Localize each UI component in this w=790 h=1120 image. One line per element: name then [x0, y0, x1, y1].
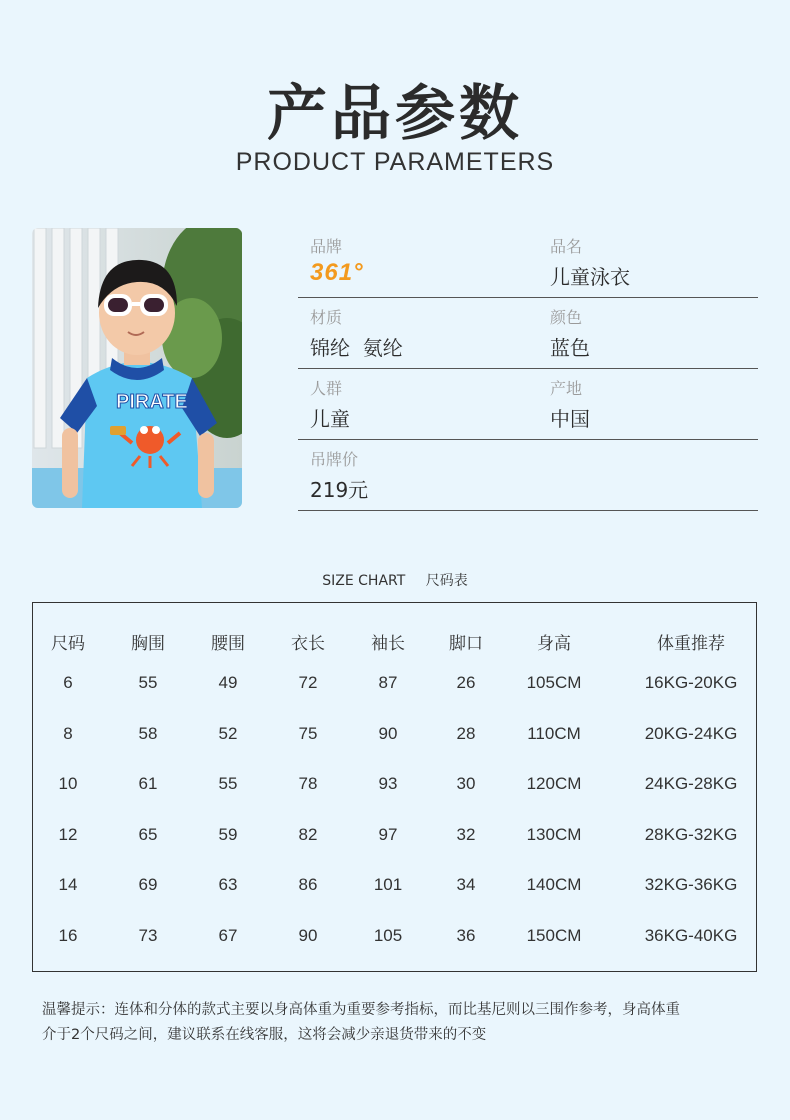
param-origin: [550, 370, 590, 432]
table-cell: 24KG-28KG: [644, 774, 738, 793]
product-parameters: [298, 228, 758, 512]
param-value: 中国: [550, 407, 590, 431]
table-row: [33, 673, 756, 703]
table-cell: 20KG-24KG: [644, 724, 738, 743]
table-header-cell: 体重推荐: [657, 634, 725, 654]
page-subtitle: PRODUCT PARAMETERS: [235, 148, 555, 176]
size-chart-caption: [0, 570, 790, 590]
table-cell: 86: [298, 875, 318, 894]
table-cell: 90: [298, 926, 318, 945]
param-label: 材质: [310, 308, 343, 327]
table-cell: 63: [218, 875, 238, 894]
table-row: [33, 774, 756, 804]
table-header-cell: 尺码: [51, 634, 85, 654]
table-cell: 26: [456, 673, 476, 692]
table-cell: 52: [218, 724, 238, 743]
table-cell: 16: [58, 926, 78, 945]
param-value: 儿童泳衣: [550, 265, 630, 289]
table-cell: 10: [58, 774, 78, 793]
table-header: [33, 629, 756, 659]
table-cell: 140CM: [526, 875, 582, 894]
table-header-cell: 身高: [537, 634, 571, 654]
table-row: [33, 825, 756, 855]
param-label: 品牌: [310, 237, 343, 256]
brand-logo: 361°: [310, 259, 364, 286]
size-note-line: 温馨提示：连体和分体的款式主要以身高体重为重要参考指标，而比基尼则以三围作参考，身高体重: [42, 1002, 680, 1018]
param-label: 人群: [310, 379, 343, 398]
table-cell: 101: [373, 875, 403, 894]
table-cell: 36KG-40KG: [644, 926, 738, 945]
table-cell: 69: [138, 875, 158, 894]
param-brand: [310, 228, 364, 287]
param-label: 颜色: [550, 308, 583, 327]
svg-text:PIRATE: PIRATE: [116, 391, 188, 413]
table-cell: 97: [378, 825, 398, 844]
table-row: [33, 926, 756, 956]
param-value: 儿童: [310, 407, 350, 431]
table-cell: 120CM: [526, 774, 582, 793]
table-cell: 8: [63, 724, 73, 743]
table-header-cell: 袖长: [371, 634, 405, 654]
param-row: [298, 441, 758, 511]
table-row: [33, 724, 756, 754]
table-cell: 49: [218, 673, 238, 692]
table-cell: 82: [298, 825, 318, 844]
table-cell: 67: [218, 926, 238, 945]
param-material: [310, 299, 403, 361]
page-title: 产品参数: [267, 79, 523, 149]
table-header-cell: 胸围: [131, 634, 165, 654]
table-cell: 110CM: [527, 724, 581, 743]
table-row: [33, 875, 756, 905]
param-row: [298, 370, 758, 440]
table-cell: 150CM: [526, 926, 582, 945]
param-label: 吊牌价: [310, 450, 359, 469]
table-cell: 59: [218, 825, 238, 844]
size-note-line: 介于2个尺码之间，建议联系在线客服，这将会减少亲退货带来的不变: [42, 1027, 487, 1043]
table-cell: 30: [456, 774, 476, 793]
size-note: [42, 998, 752, 1048]
param-color: [550, 299, 590, 361]
table-cell: 14: [58, 875, 78, 894]
param-label: 品名: [550, 237, 583, 256]
param-price: [310, 441, 368, 503]
table-cell: 55: [138, 673, 158, 692]
table-cell: 55: [218, 774, 238, 793]
table-header-cell: 衣长: [291, 634, 325, 654]
table-cell: 78: [298, 774, 318, 793]
param-value: 蓝色: [550, 336, 590, 360]
table-cell: 93: [378, 774, 398, 793]
size-chart-caption-cn: 尺码表: [425, 573, 468, 589]
table-cell: 28KG-32KG: [644, 825, 738, 844]
param-value: 219元: [310, 478, 369, 502]
param-audience: [310, 370, 350, 432]
table-header-cell: 脚口: [449, 634, 483, 654]
product-photo: [32, 228, 242, 508]
param-value: 锦纶 氨纶: [310, 336, 403, 360]
table-cell: 87: [378, 673, 398, 692]
table-cell: 72: [298, 673, 318, 692]
table-cell: 32: [456, 825, 476, 844]
table-cell: 105CM: [526, 673, 582, 692]
table-cell: 16KG-20KG: [644, 673, 738, 692]
table-cell: 73: [138, 926, 158, 945]
table-cell: 34: [456, 875, 476, 894]
table-cell: 105: [373, 926, 403, 945]
table-cell: 36: [456, 926, 476, 945]
table-cell: 12: [58, 825, 78, 844]
table-header-cell: 腰围: [211, 634, 245, 654]
param-label: 产地: [550, 379, 583, 398]
table-cell: 32KG-36KG: [644, 875, 738, 894]
table-cell: 6: [63, 673, 73, 692]
table-cell: 61: [138, 774, 158, 793]
table-cell: 28: [456, 724, 476, 743]
table-cell: 65: [138, 825, 158, 844]
param-product-name: [550, 228, 630, 290]
table-cell: 90: [378, 724, 398, 743]
table-cell: 75: [298, 724, 318, 743]
table-cell: 58: [138, 724, 158, 743]
size-chart-caption-en: SIZE CHART: [322, 573, 406, 589]
param-row: [298, 228, 758, 298]
size-chart-table: [32, 602, 757, 972]
table-cell: 130CM: [526, 825, 582, 844]
param-row: [298, 299, 758, 369]
